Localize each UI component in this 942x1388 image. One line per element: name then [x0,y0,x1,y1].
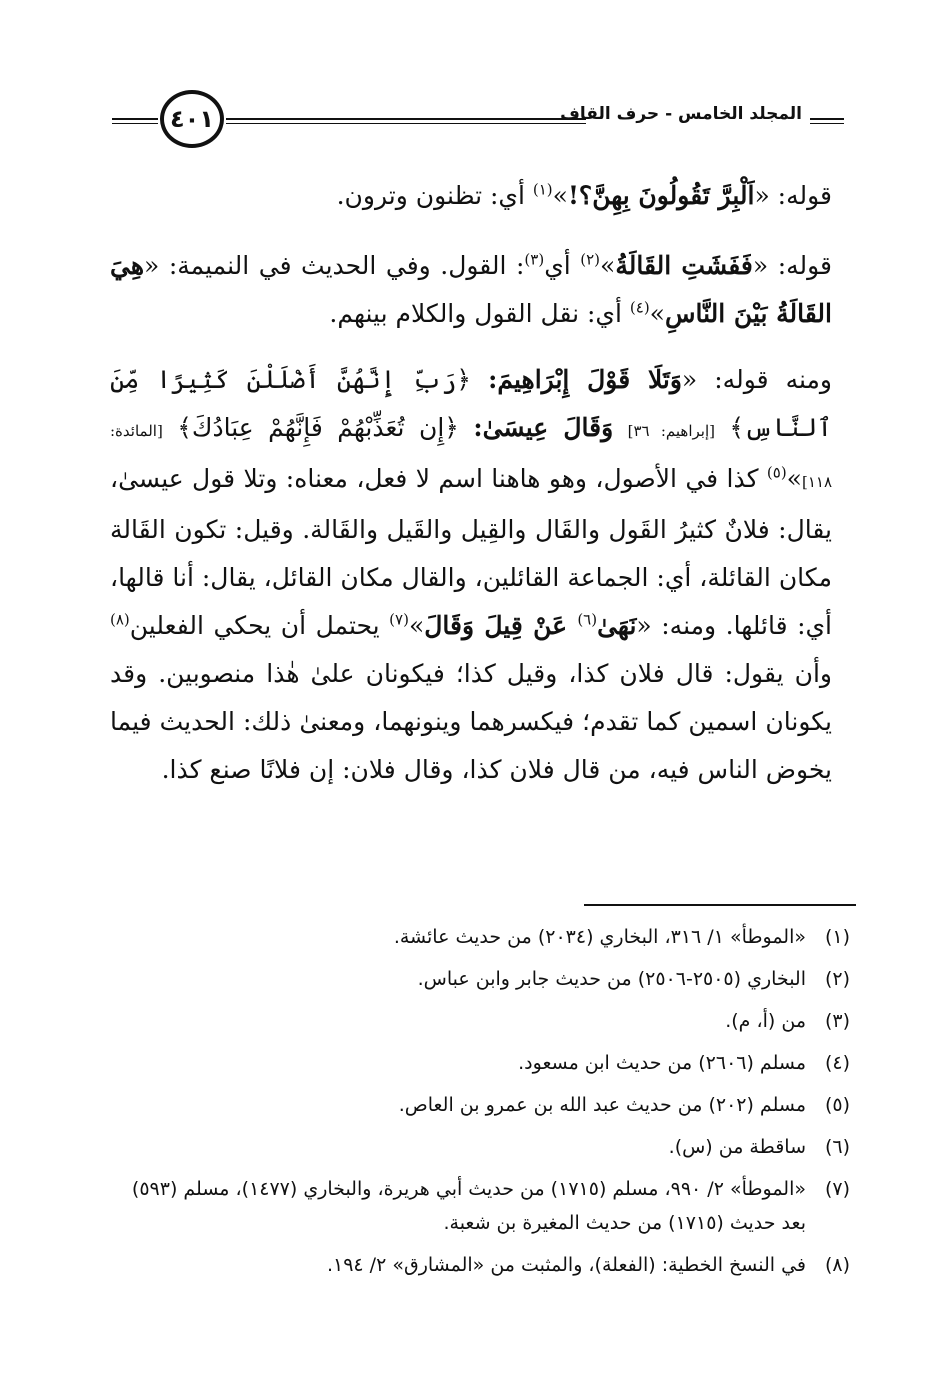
footnote-number: (٣) [824,1010,850,1032]
footnote-number: (٦) [824,1136,850,1158]
p2-rest1: : القول. وفي الحديث في النميمة: « [144,251,525,280]
p1-rest: أي: تظنون وترون. [336,181,533,210]
footnote-number: (٨) [824,1254,850,1276]
p3-text1: كذا في الأصول، وهو هاهنا اسم لا فعل، معناه: وتلا قول عيسىٰ، يقال: فلانٌ كثيرُ القَول والقَال والقِيل والقَيل والقَالة. وقيل: تكون القَالة مكان القائلة، أي: الجماعة القائلين، والقال مكان القائل، يقال: أنا قالها، أي: قائلها. ومنه: « [110,464,833,640]
p3-close2: » [408,611,425,640]
footnote-text: «الموطأ» ١/ ٣١٦، البخاري (٢٠٣٤) من حديث عائشة. [393,926,806,948]
footnote-text: «الموطأ» ٢/ ٩٩٠، مسلم (١٧١٥) من حديث أبي هريرة، والبخاري (١٤٧٧)، مسلم (٥٩٣) بعد حديث (١٧١٥) من حديث المغيرة بن شعبة. [131,1178,806,1234]
footnote-ref-5: (٥) [766,463,787,482]
footnote-ref-8: (٨) [110,610,130,629]
footnote-text: في النسخ الخطية: (الفعلة)، والمثبت من «المشارق» ٢/ ١٩٤. [326,1254,806,1276]
paragraph-2 [110,242,832,338]
header-rule-right [810,118,844,124]
footnote-item [108,1130,850,1164]
footnote-separator [584,904,856,906]
p3-text3: وأن يقول: قال فلان كذا، وقيل كذا؛ فيكونان علىٰ هٰذا منصوبين. وقد يكونان اسمين كما تقدم؛ فيكسرهما وينونهما، ومعنىٰ ذلك: الحديث فيما يخوض الناس فيه، من قال فلان كذا، وقال فلان: إن فلانًا صنع كذا. [110,659,832,784]
verse-ref-1: [إبراهيم: ٣٦] [627,422,715,440]
footnote-item [108,1248,850,1282]
p2-close2: » [649,299,665,328]
footnote-ref-1: (١) [532,180,553,199]
footnote-ref-6: (٦) [577,610,598,629]
p3-lead: ومنه قوله: « [681,365,832,394]
p2-quote2: هِيَ القَالَةُ بَيْنَ النَّاسِ [110,251,832,328]
verse-ref-2: [المائدة: ١١٨] [110,422,832,491]
footnote-item [108,1004,850,1038]
footnote-text: البخاري (٢٥٠٥-٢٥٠٦) من حديث جابر وابن عباس. [417,968,806,990]
footnote-number: (١) [824,926,850,948]
footnote-item [108,1172,850,1240]
footnote-ref-3: (٣) [524,250,545,269]
footnote-item [108,1046,850,1080]
footnote-ref-4: (٤) [629,298,650,317]
header-rule-middle [226,118,586,124]
page-number: ٤٠١ [160,90,224,148]
p2-close: » [600,251,616,280]
p2-lead: قوله: « [752,251,833,280]
quran-verse-1: ﴿رَبِّ إِنَّهُنَّ أَضْلَلْنَ كَثِيرًا مِّنَ ٱلنَّاسِ﴾ [110,365,832,442]
p3-quote2: وَقَالَ عِيسَىٰ: [473,413,614,442]
paragraph-1 [110,172,832,220]
p1-lead: قوله: « [754,181,832,210]
footnote-text: مسلم (٢٦٠٦) من حديث ابن مسعود. [518,1052,806,1074]
footnote-item [108,920,850,954]
footnote-number: (٥) [824,1094,850,1116]
quran-verse-2: ﴿إِن تُعَذِّبْهُمْ فَإِنَّهُمْ عِبَادُكَ﴾ [177,413,459,442]
footnote-number: (٢) [824,968,850,990]
p2-mid: أي [544,251,581,280]
footnote-text: من (أ، م). [725,1010,806,1032]
p1-quote: اَلْبِرَّ تَقُولُونَ بِهِنَّ؟! [567,181,755,210]
footnote-number: (٧) [824,1178,850,1200]
running-header [112,88,844,152]
p3-quote1: وَتَلَا قَوْلَ إِبْرَاهِيمَ: [488,365,682,394]
paragraph-3 [110,356,832,794]
footnote-item [108,962,850,996]
footnotes [108,920,850,1290]
p3-quote3: نَهَىٰ [597,611,637,640]
header-rule-left [112,118,158,124]
main-text [110,172,832,812]
footnote-text: ساقطة من (س). [668,1136,806,1158]
p3-text2: يحتمل أن يحكي الفعلين [129,611,390,640]
footnote-ref-2: (٢) [580,250,601,269]
footnote-number: (٤) [824,1052,850,1074]
footnote-item [108,1088,850,1122]
footnote-text: مسلم (٢٠٢) من حديث عبد الله بن عمرو بن العاص. [398,1094,806,1116]
footnote-ref-7: (٧) [389,610,409,629]
p2-quote: فَفَشَتِ القَالَةُ [615,251,753,280]
p1-close: » [552,181,568,210]
p3-quote4: عَنْ قِيلَ وَقَالَ [424,611,578,640]
header-title: المجلد الخامس - حرف القاف [560,104,802,124]
p3-close: » [786,464,802,493]
p2-rest2: أي: نقل القول والكلام بينهم. [329,299,630,328]
